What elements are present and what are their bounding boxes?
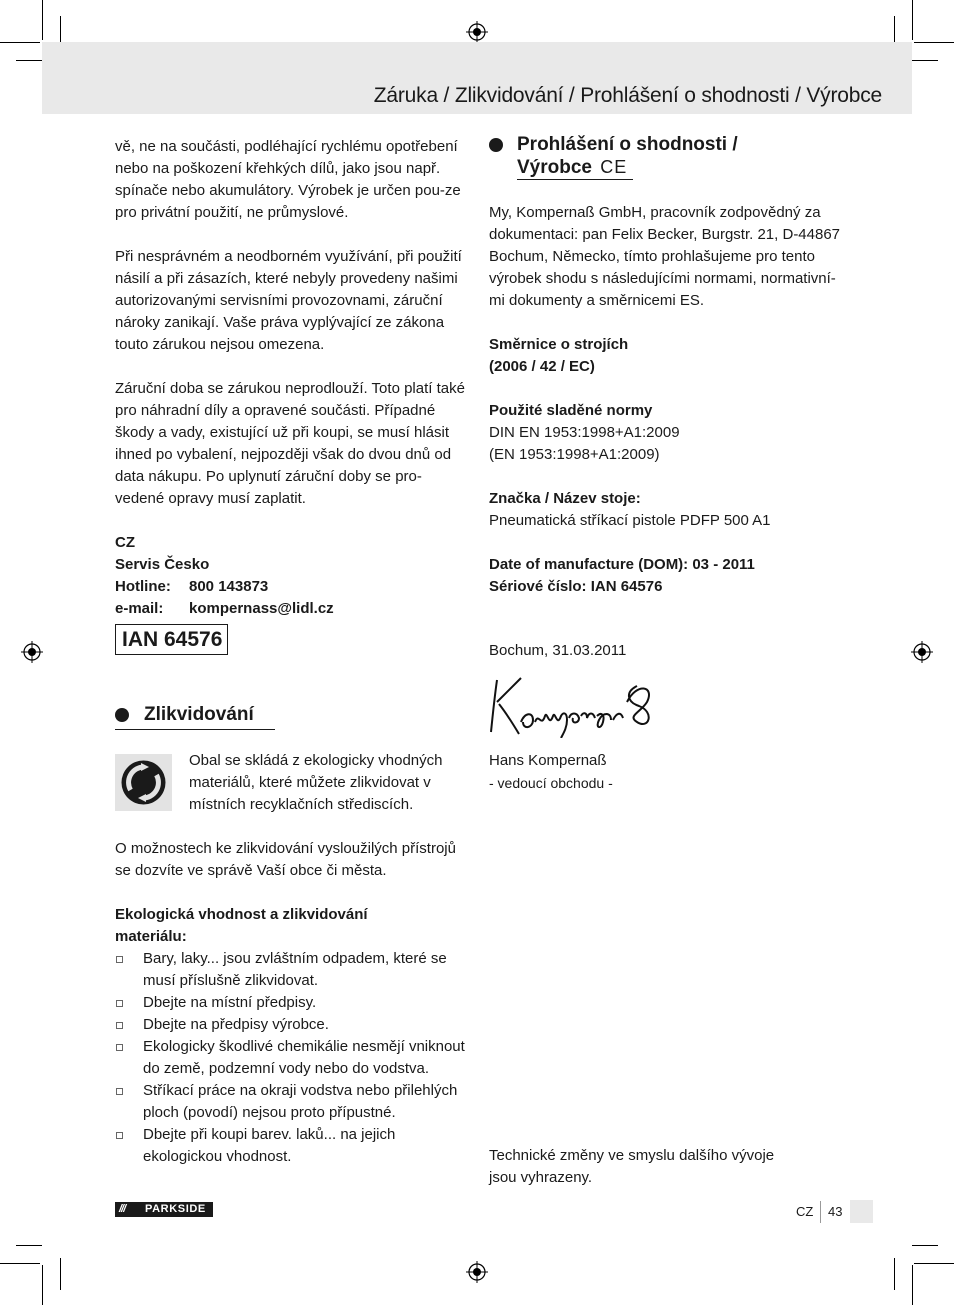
disposal-info: O možnostech ke zlikvidování vysloužilých přístrojů se dozvíte ve správě Vaší obce či města. [115,840,456,879]
registration-mark-icon [911,641,933,663]
conformity-heading-text: Výrobce [517,157,592,178]
place-date: Bochum, 31.03.2011 [489,642,627,659]
contact-hotline [115,576,467,598]
list-item [115,1014,467,1036]
checkbox-square-icon [116,1088,123,1095]
service-contact [115,532,467,620]
ian-box: IAN 64576 [115,624,228,655]
list-item-text: Dbejte při koupi barev. laků... na jejich ekologickou vhodnost. [143,1126,396,1165]
footer-divider [820,1201,821,1223]
crop-mark [0,42,40,43]
warranty-paragraph: Záruční doba se zárukou neprodlouží. Toto platí také pro náhradní díly a opravené součásti. Případné škody a vady, existující už při koupi, se musí hlásit ihned po vybalení, nejpozději však do dvou dnů od data nákupu. Po uplynutí záruční doby se pro-vedené opravy musí zaplatit. [115,380,465,507]
registration-mark-icon [21,641,43,663]
crop-mark [16,60,42,61]
norms-line2: (EN 1953:1998+A1:2009) [489,446,660,463]
directive-block [489,334,844,378]
list-item-text: Stříkací práce na okraji vodstva nebo přilehlých ploch (povodí) nejsou proto přípustné. [143,1082,458,1121]
directive-line1: Směrnice o strojích [489,336,629,353]
footer-tab [850,1200,873,1223]
crop-mark [0,1263,40,1264]
signer-name: Hans Kompernaß [489,752,607,769]
crop-mark [42,0,43,40]
packaging-text: Obal se skládá z ekologicky vhodných materiálů, které můžete zlikvidovat v místních recyklačních střediscích. [189,752,443,813]
eco-heading [115,904,467,948]
directive-line2: (2006 / 42 / EC) [489,358,595,375]
crop-mark [912,0,913,40]
warranty-paragraph: Při nesprávném a neodborném využívání, při použití násilí a při zásazích, které nebyly provedeny našimi autorizovanými servisními provozovnami, záruční nároky zanikají. Vaše práva vyplývající ze zákona touto zárukou nejsou omezena. [115,248,462,353]
crop-mark [912,1245,938,1246]
norms-line1: DIN EN 1953:1998+A1:2009 [489,424,680,441]
dom-block [489,554,844,598]
signature-icon [487,672,662,738]
crop-mark [60,1258,61,1290]
logo-text: PARKSIDE [145,1203,206,1215]
crop-mark [912,1265,913,1305]
norms-heading: Použité sladěné normy [489,402,653,419]
conformity-heading-line2 [517,156,738,179]
brand-heading: Značka / Název stoje: [489,490,641,507]
checkbox-square-icon [116,1132,123,1139]
crop-mark [914,42,954,43]
registration-mark-icon [466,21,488,43]
list-item-text: Dbejte na místní předpisy. [143,994,317,1011]
signer-block [489,750,789,794]
heading-underline [517,179,633,180]
registration-mark-icon [466,1261,488,1283]
section-bullet-icon [115,708,129,722]
technical-note: Technické změny ve smyslu dalšího vývoje jsou vyhrazeny. [489,1147,775,1186]
page-title: Záruka / Zlikvidování / Prohlášení o shodnosti / Výrobce [373,84,882,107]
warranty-paragraph: vě, ne na součásti, podléhající rychlému opotřebení nebo na poškození křehkých dílů, jako jsou např. spínače nebo akumulátory. Výrobek je určen pou-ze pro privátní použití, ne průmyslové. [115,138,461,221]
eco-block [115,904,467,1168]
signer-role: - vedoucí obchodu - [489,775,613,791]
list-item [115,1036,467,1080]
hotline-label: Hotline: [115,578,171,595]
section-bullet-icon [489,138,503,152]
contact-country: CZ [115,534,135,551]
crop-mark [912,60,938,61]
list-item [115,1080,467,1124]
page-number: 43 [828,1204,843,1219]
left-column [115,136,467,655]
green-dot-recycling-icon [115,754,172,811]
brand-block [489,488,844,532]
logo-slashes: /// [119,1203,126,1215]
checkbox-square-icon [116,1022,123,1029]
disposal-heading: Zlikvidování [144,704,254,725]
email-value: kompernass@lidl.cz [189,600,334,617]
checkbox-square-icon [116,1044,123,1051]
serial-line: Sériové číslo: IAN 64576 [489,578,663,595]
ce-mark-icon: CE [600,157,628,177]
hotline-value: 800 143873 [189,578,269,595]
contact-email [115,598,467,620]
crop-mark [894,1258,895,1290]
list-item-text: Ekologicky škodlivé chemikálie nesmějí vniknout do země, podzemní vody nebo do vodstva. [143,1038,465,1077]
eco-heading-line2: materiálu: [115,928,187,945]
heading-underline [115,729,275,730]
list-item-text: Bary, laky... jsou zvláštním odpadem, které se musí příslušně zlikvidovat. [143,950,447,989]
parkside-logo [115,1202,213,1217]
list-item-text: Dbejte na předpisy výrobce. [143,1016,329,1033]
conformity-intro: My, Kompernaß GmbH, pracovník zodpovědný za dokumentaci: pan Felix Becker, Burgstr. 21, D-44867 Bochum, Německo, tímto prohlašujeme pro tento výrobek shodu s následujícími normami, normativní-mi dokumenty a směrnicemi ES. [489,204,841,309]
brand-value: Pneumatická stříkací pistole PDFP 500 A1 [489,512,771,529]
eco-heading-line1: Ekologická vhodnost a zlikvidování [115,906,368,923]
list-item [115,992,467,1014]
list-item [115,948,467,992]
crop-mark [42,1265,43,1305]
email-label: e-mail: [115,600,164,617]
norms-block [489,400,844,466]
contact-service: Servis Česko [115,556,210,573]
right-column [489,202,844,598]
list-item [115,1124,467,1168]
checkbox-square-icon [116,956,123,963]
crop-mark [16,1245,42,1246]
checkbox-square-icon [116,1000,123,1007]
footer-language: CZ [796,1204,814,1219]
conformity-heading-line1: Prohlášení o shodnosti / [517,134,738,155]
dom-line: Date of manufacture (DOM): 03 - 2011 [489,556,755,573]
crop-mark [914,1263,954,1264]
conformity-heading [517,134,738,179]
